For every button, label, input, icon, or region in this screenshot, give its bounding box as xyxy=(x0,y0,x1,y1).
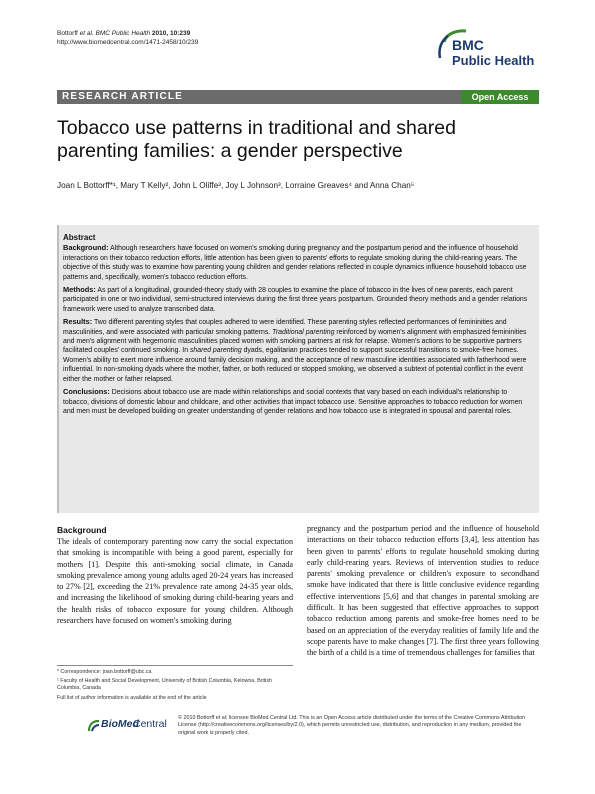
footnotes xyxy=(57,669,293,704)
abstract xyxy=(63,233,533,419)
body-paragraph: pregnancy and the postpartum period and the influence of household interactions on their tobacco reduction efforts [3,4], less attention has been given to parents' efforts to regulate household smoking during early child-rearing years. Reviews of intervention studies to reduce parents' smoking prevalence or children's exposure to secondhand smoke have indicated that there is little conclusive evidence regarding effective interventions [5,6] and that changes in parental smoking are difficult. It has been suggested that effective approaches to support tobacco reduction among parents and smoke-free homes need to be based on an appreciation of the everyday realities of family life and the scope parents have to make changes [7]. The first three years following the birth of a child is a time of tremendous challenges for families that xyxy=(307,524,539,658)
abstract-heading: Abstract xyxy=(63,233,96,242)
biomed-central-swoosh-icon xyxy=(87,719,101,733)
logo-journal: Public Health xyxy=(452,53,535,68)
abstract-methods: Methods: As part of a longitudinal, grounded-theory study with 28 couples to examine the place of tobacco in the lives of new parents, each parent participated in one or two individual, semi-structured interviews during the first three years postpartum. Grounded theory methods and a gender relations framework were used to analyze transcribed data. xyxy=(63,285,528,313)
body-paragraph: The ideals of contemporary parenting now carry the social expectation that smoking is incompatible with being a good parent, especially for mothers [1]. Despite this anti-smoking social climate, in Canada smoking prevalence among young adults aged 20-24 years has increased to 27% [2], exceeding the 21% prevalence rate among 24-35 year olds, and increasing the likelihood of smoking during child-bearing years and the health risks of tobacco exposure for young children. Although researchers have focused on women's smoking during xyxy=(57,537,293,626)
section-heading-background: Background xyxy=(57,525,107,535)
abstract-conclusions: Conclusions: Decisions about tobacco use are made within relationships and social contexts that vary based on each individual's relationship to tobacco, divisions of domestic labour and childcare, and other activities that impact tobacco use. Sensitive approaches to tobacco reduction for women and men must be developed building on greater understanding of gender relations and how tobacco use is integrated in spousal and parental roles. xyxy=(63,387,523,415)
bmc-public-health-logo xyxy=(436,28,546,84)
body-column-right xyxy=(307,523,539,659)
logo-central: Central xyxy=(133,718,167,730)
abstract-background: Background: Although researchers have focused on women's smoking during pregnancy and the postpartum period and the influence of household interactions on their tobacco reduction efforts, little attention has been given to parents' efforts to regulate smoking during the child-rearing years. The objective of this study was to examine how parenting young children and gender relations reflected in couple dynamics influence household tobacco use patterns and, specifically, women's tobacco reduction efforts. xyxy=(63,243,527,281)
license-statement: © 2010 Bottorff et al; licensee BioMed Central Ltd. This is an Open Access article distributed under the terms of the Creative Commons Attribution License (http://creativecommons.org/licenses/by/2.0), which permits unrestricted use, distribution, and reproduction in any medium, provided the original work is properly cited. xyxy=(178,715,526,736)
citation xyxy=(57,30,198,47)
correspondence-note: * Correspondence: joan.bottorff@ubc.ca xyxy=(57,669,152,675)
citation-url[interactable]: http://www.biomedcentral.com/1471-2458/10/239 xyxy=(57,38,199,46)
article-type-label: RESEARCH ARTICLE xyxy=(62,91,184,102)
author-info-note: Full list of author information is available at the end of the article xyxy=(57,694,207,701)
body-column-left xyxy=(57,525,293,626)
biomed-central-logo xyxy=(87,716,177,736)
abstract-results: Results: Two different parenting styles that couples adhered to were identified. These parenting styles reflected performances of femininities and masculinities, and were associated with particular smoking patterns. Traditional parenting reinforced by women's alignment with emphasized femininities and men's alignment with hegemonic masculinities placed women with smoking partners at risk for relapse. Women's actions to be supportive partners facilitated couples' continued smoking. In shared parenting dyads, egalitarian practices tended to support successful transitions to smoke-free homes. Women's ability to exert more influence around family decision making, and the acceptance of new masculine identities associated with fatherhood were influential. In non-smoking dyads where the mother, father, or both reduced or stopped smoking, we observed a subtext of potential conflict in the event either the mother or father relapsed. xyxy=(63,317,527,383)
affiliation-note: ¹ Faculty of Health and Social Development, University of British Columbia, Kelowna, British Columbia, Canada xyxy=(57,678,272,692)
open-access-badge: Open Access xyxy=(461,90,539,104)
citation-line-1: Bottorff et al. BMC Public Health 2010, 10:239 xyxy=(57,30,191,37)
logo-biomed: BioMed xyxy=(101,718,139,730)
article-title: Tobacco use patterns in traditional and shared parenting families: a gender perspective xyxy=(57,117,456,162)
footnote-divider xyxy=(57,665,293,666)
author-list: Joan L Bottorff*¹, Mary T Kelly², John L Oliffe³, Joy L Johnson³, Lorraine Greaves⁴ and Anna Chan⁵ xyxy=(57,181,415,190)
logo-bmc: BMC xyxy=(452,37,484,53)
